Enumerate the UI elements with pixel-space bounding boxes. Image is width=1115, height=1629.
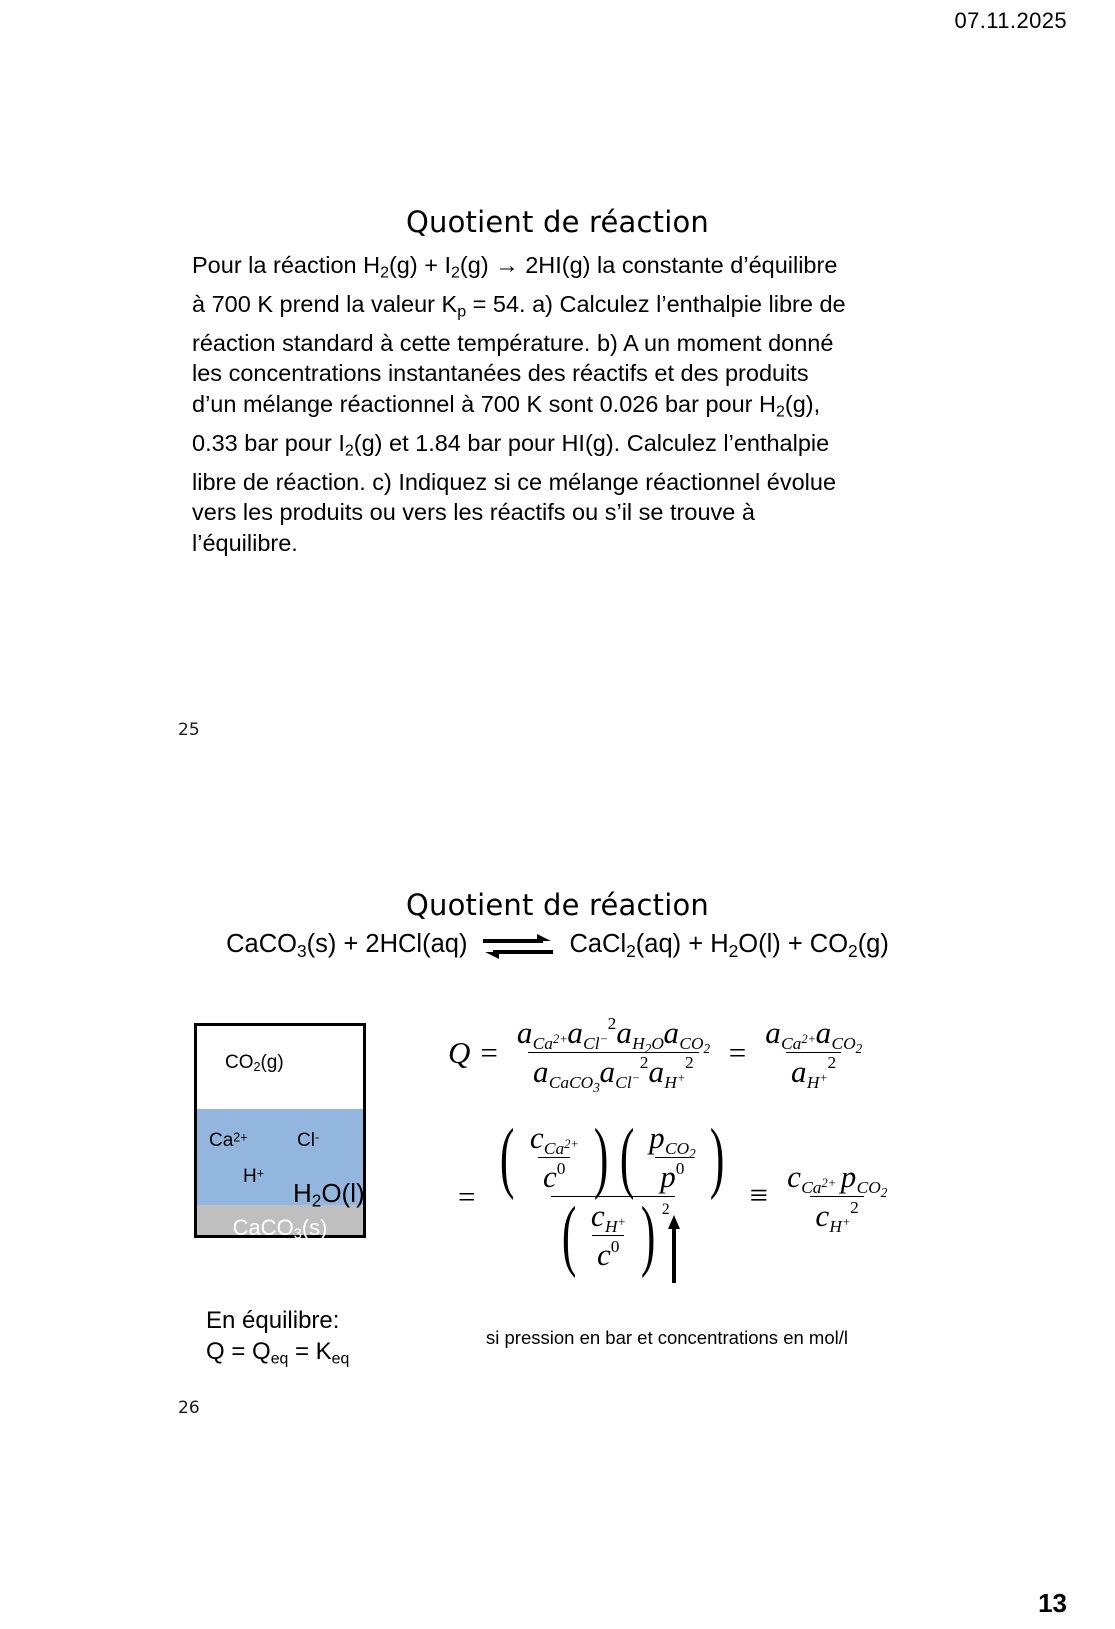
c-sym: c [815,1198,830,1234]
beaker-diagram [194,1023,366,1243]
math-p-CO2 [649,1120,696,1161]
sub-Hplus [806,1070,828,1093]
charge: 2+ [564,1136,579,1151]
math-c-Hplus [591,1198,626,1234]
product-cacl2: CaCl [569,930,627,958]
h-text: H [243,1166,257,1187]
problem-line-7: libre de réaction. c) Indiquez si ce mélange réactionnel évolue [192,468,837,495]
sub-2: 2 [344,442,354,460]
frac-num [525,1120,584,1157]
problem-line-4: les concentrations instantanées des réactifs et des produits [192,360,809,387]
sub-Ca2plus [781,1031,817,1054]
math-c0 [543,1159,565,1195]
math-denominator-3 [551,1192,675,1280]
Ca: Ca [532,1033,553,1053]
frac-num [586,1198,631,1235]
math-a-Hplus-sq [648,1054,693,1090]
problem-line-3: réaction standard à cette température. b) A un moment donné [192,329,834,356]
problem-line-5b: (g), [784,390,821,417]
CO: CO [856,1177,881,1197]
math-numerator-4 [782,1159,892,1200]
ca-text: Ca [209,1130,234,1151]
math-identity-sign: ≡ [749,1178,769,1215]
exp-0: 0 [675,1158,685,1178]
2: 2 [855,1040,863,1056]
charge: + [617,1215,626,1230]
sub-2: 2 [775,403,785,421]
a-sym: a [648,1054,664,1089]
charge: 2+ [801,1031,817,1046]
charge-minus: - [314,1130,320,1145]
Ca: Ca [781,1033,802,1053]
H: H [604,1216,618,1236]
math-c-Ca-final [787,1159,836,1195]
state-s: (s) [301,1215,328,1240]
problem-line-9: l’équilibre. [192,529,298,556]
O: O [651,1033,664,1053]
problem-line-6a: 0.33 bar pour I [192,429,345,456]
sub-p: p [457,303,467,321]
label-calcium-ion [209,1130,248,1152]
H: H [829,1216,842,1236]
math-paren-group-co2 [614,1114,731,1201]
sub-Ca2plus [543,1136,579,1159]
sub-2: 2 [848,940,858,961]
Ca: Ca [543,1138,565,1158]
c-sym: c [542,1159,557,1195]
exp-2: 2 [639,1053,649,1073]
product-co2-state: (g) [857,930,889,958]
math-numerator-3 [489,1114,735,1201]
p-sym: p [660,1159,676,1195]
CO: CO [679,1033,704,1053]
problem-statement [192,250,882,558]
slide-25 [0,150,1115,770]
sub-2: 2 [253,1060,261,1075]
math-a-Cl-sq [567,1015,616,1051]
c-sym: c [596,1237,611,1273]
math-a-Ca [517,1015,567,1051]
exp-0: 0 [610,1236,620,1256]
a-sym: a [663,1015,680,1050]
h-text: H [293,1178,312,1208]
math-equals-3: = [458,1178,476,1214]
2: 2 [703,1040,711,1056]
math-a-Ca-2 [765,1015,815,1051]
exp-2: 2 [684,1053,694,1073]
slide-25-number: 25 [178,720,200,740]
quotient-equation-line1 [448,1014,871,1095]
math-numerator-2 [760,1015,867,1056]
sub-2: 2 [311,1190,322,1211]
charge-plus: + [256,1166,265,1181]
math-denominator-4 [810,1196,863,1234]
math-frac-c-ca [525,1120,584,1195]
3: 3 [593,1079,600,1095]
a-sym: a [516,1015,533,1050]
math-a-CO2 [663,1015,711,1056]
sub-2: 2 [626,940,636,961]
math-equals: = [480,1034,498,1070]
math-a-CO2-2 [815,1015,863,1056]
a-sym: a [599,1054,615,1089]
c-sym: c [529,1120,544,1156]
q-equals-qeq: Q = Q [206,1338,271,1365]
math-denominator-2 [786,1052,841,1090]
2: 2 [880,1184,888,1200]
problem-line-5a: d’un mélange réactionnel à 700 K sont 0.026 bar pour H [192,390,776,417]
label-water [293,1178,365,1211]
frac-den [592,1235,624,1273]
CaCO: CaCO [548,1072,594,1092]
charge: − [599,1031,608,1046]
sub-Ca2plus [801,1178,836,1198]
state-g: (g) [260,1052,284,1073]
sub-CO2 [857,1178,888,1198]
math-footnote: si pression en bar et concentrations en mol/l [486,1327,848,1348]
Cl: Cl [583,1033,600,1053]
document-date: 07.11.2025 [954,8,1067,33]
sub-CO2 [832,1034,863,1054]
a-sym: a [815,1015,832,1050]
frac-num [644,1120,700,1161]
math-c-Hplus-sq-final [815,1198,858,1234]
upward-arrow-icon [667,1215,681,1283]
label-proton [243,1166,264,1188]
problem-line-2b: = 54. a) Calculez l’enthalpie libre de [466,290,846,317]
reaction-products [569,930,888,962]
charge: + [676,1070,686,1085]
reactant-caco3: CaCO [226,930,297,958]
sub-2: 2 [451,264,460,282]
product-co2-prefix: O(l) + CO [738,930,849,958]
equals-keq: = K [288,1338,332,1365]
a-sym: a [790,1054,807,1089]
cl-text: Cl [297,1130,315,1151]
paren-left: ( [561,1192,576,1280]
charge: + [819,1070,828,1085]
slide-26-number: 26 [178,1398,200,1418]
math-denominator [528,1052,699,1095]
math-a-H2O [616,1015,664,1056]
problem-line-6b: (g) et 1.84 bar pour HI(g). Calculez l’enthalpie [353,429,830,456]
document-page-number: 13 [1038,1588,1067,1618]
c-sym: c [787,1159,801,1195]
a-sym: a [616,1015,632,1050]
sub-Hplus [829,1217,850,1237]
exp-2: 2 [827,1053,837,1073]
math-p0 [660,1159,684,1195]
paren-left: ( [500,1114,515,1201]
equilibrium-note [206,1305,349,1374]
reactant-hcl: (s) + 2HCl(aq) [306,930,468,958]
p-sym: p [840,1159,857,1195]
Ca: Ca [801,1177,822,1197]
sub-Hplus [664,1070,686,1093]
sub-Ca2plus [532,1031,568,1054]
problem-line-1b: (g) + I [388,252,452,278]
math-frac-c-h [586,1198,631,1273]
sub-CaCO3 [549,1073,600,1093]
reaction-equation [0,930,1115,962]
math-a-Hplus-sq-2 [791,1054,836,1090]
reaction-reactants [226,930,467,962]
2: 2 [644,1040,652,1056]
p-sym: p [649,1120,665,1156]
a-sym: a [567,1015,583,1050]
a-sym: a [765,1015,781,1050]
problem-line-8: vers les produits ou vers les réactifs ou s’il se trouve à [192,499,755,526]
caco3-text: CaCO [232,1215,294,1240]
math-Q: Q [448,1034,471,1070]
slide-25-title: Quotient de réaction [405,205,710,239]
math-fraction-final [782,1159,892,1234]
equilibrium-note-line2 [206,1336,349,1374]
sub-Hplus [605,1217,626,1237]
sub-eq: eq [331,1350,350,1368]
problem-line-1c: (g) → 2HI(g) la constante d’équilibre [459,252,838,278]
math-equals-2: = [728,1034,747,1070]
CO: CO [831,1033,856,1053]
math-c0-2 [597,1237,619,1273]
Cl: Cl [615,1072,632,1092]
H: H [664,1072,677,1092]
sub-CO2 [679,1034,710,1054]
H: H [806,1072,820,1092]
exp-0: 0 [556,1158,566,1178]
problem-line-2a: à 700 K prend la valeur K [192,290,458,317]
co2-text: CO [225,1052,254,1073]
math-fraction-activities [512,1014,715,1095]
CO: CO [665,1138,690,1158]
charge: − [631,1070,641,1085]
math-fraction-concentrations [489,1114,735,1280]
paren-right: ) [593,1114,608,1201]
paren-right: ) [710,1114,725,1201]
sub-H2O [632,1034,664,1054]
sub-Clminus [583,1031,608,1054]
sub-Clminus [615,1070,641,1093]
math-paren-group-ca [494,1114,613,1201]
slide-26-title: Quotient de réaction [405,888,710,922]
sub-2: 2 [728,940,739,961]
math-c-Ca [530,1120,579,1156]
sub-3: 3 [293,1226,302,1243]
product-water-prefix: (aq) + H [635,930,729,958]
paren-exponent-2: 2 [661,1201,670,1219]
paren-left: ( [619,1114,635,1201]
o-liquid-text: O(l) [321,1178,365,1208]
math-a-Cl-sq-den [599,1054,648,1090]
math-numerator [512,1014,715,1056]
math-a-CaCO3 [532,1054,600,1095]
exp-2: 2 [607,1014,617,1034]
frac-den [655,1157,689,1195]
paren-right: ) [640,1192,655,1280]
charge: 2+ [552,1031,568,1046]
H: H [632,1033,645,1053]
charge-2plus: 2+ [233,1130,248,1145]
math-paren-group-h [556,1192,670,1280]
2: 2 [689,1145,696,1161]
math-p-CO2-final [840,1159,888,1200]
a-sym: a [532,1054,549,1089]
problem-line-1a: Pour la réaction H [192,252,381,278]
exp-2: 2 [850,1197,859,1217]
sub-CO2 [665,1139,696,1159]
sub-3: 3 [296,940,307,961]
sub-2: 2 [380,264,389,282]
charge: + [841,1215,851,1230]
label-co2-gas [225,1052,284,1074]
equilibrium-arrows-icon [481,931,555,961]
math-fraction-simplified [760,1015,867,1090]
charge: 2+ [821,1176,837,1191]
label-chloride-ion [297,1130,319,1152]
c-sym: c [590,1198,605,1234]
label-calcium-carbonate-solid [197,1215,363,1243]
frac-den [538,1157,570,1195]
sub-eq: eq [270,1350,289,1368]
math-frac-p-co2 [644,1120,700,1195]
equilibrium-note-line1: En équilibre: [206,1307,340,1334]
